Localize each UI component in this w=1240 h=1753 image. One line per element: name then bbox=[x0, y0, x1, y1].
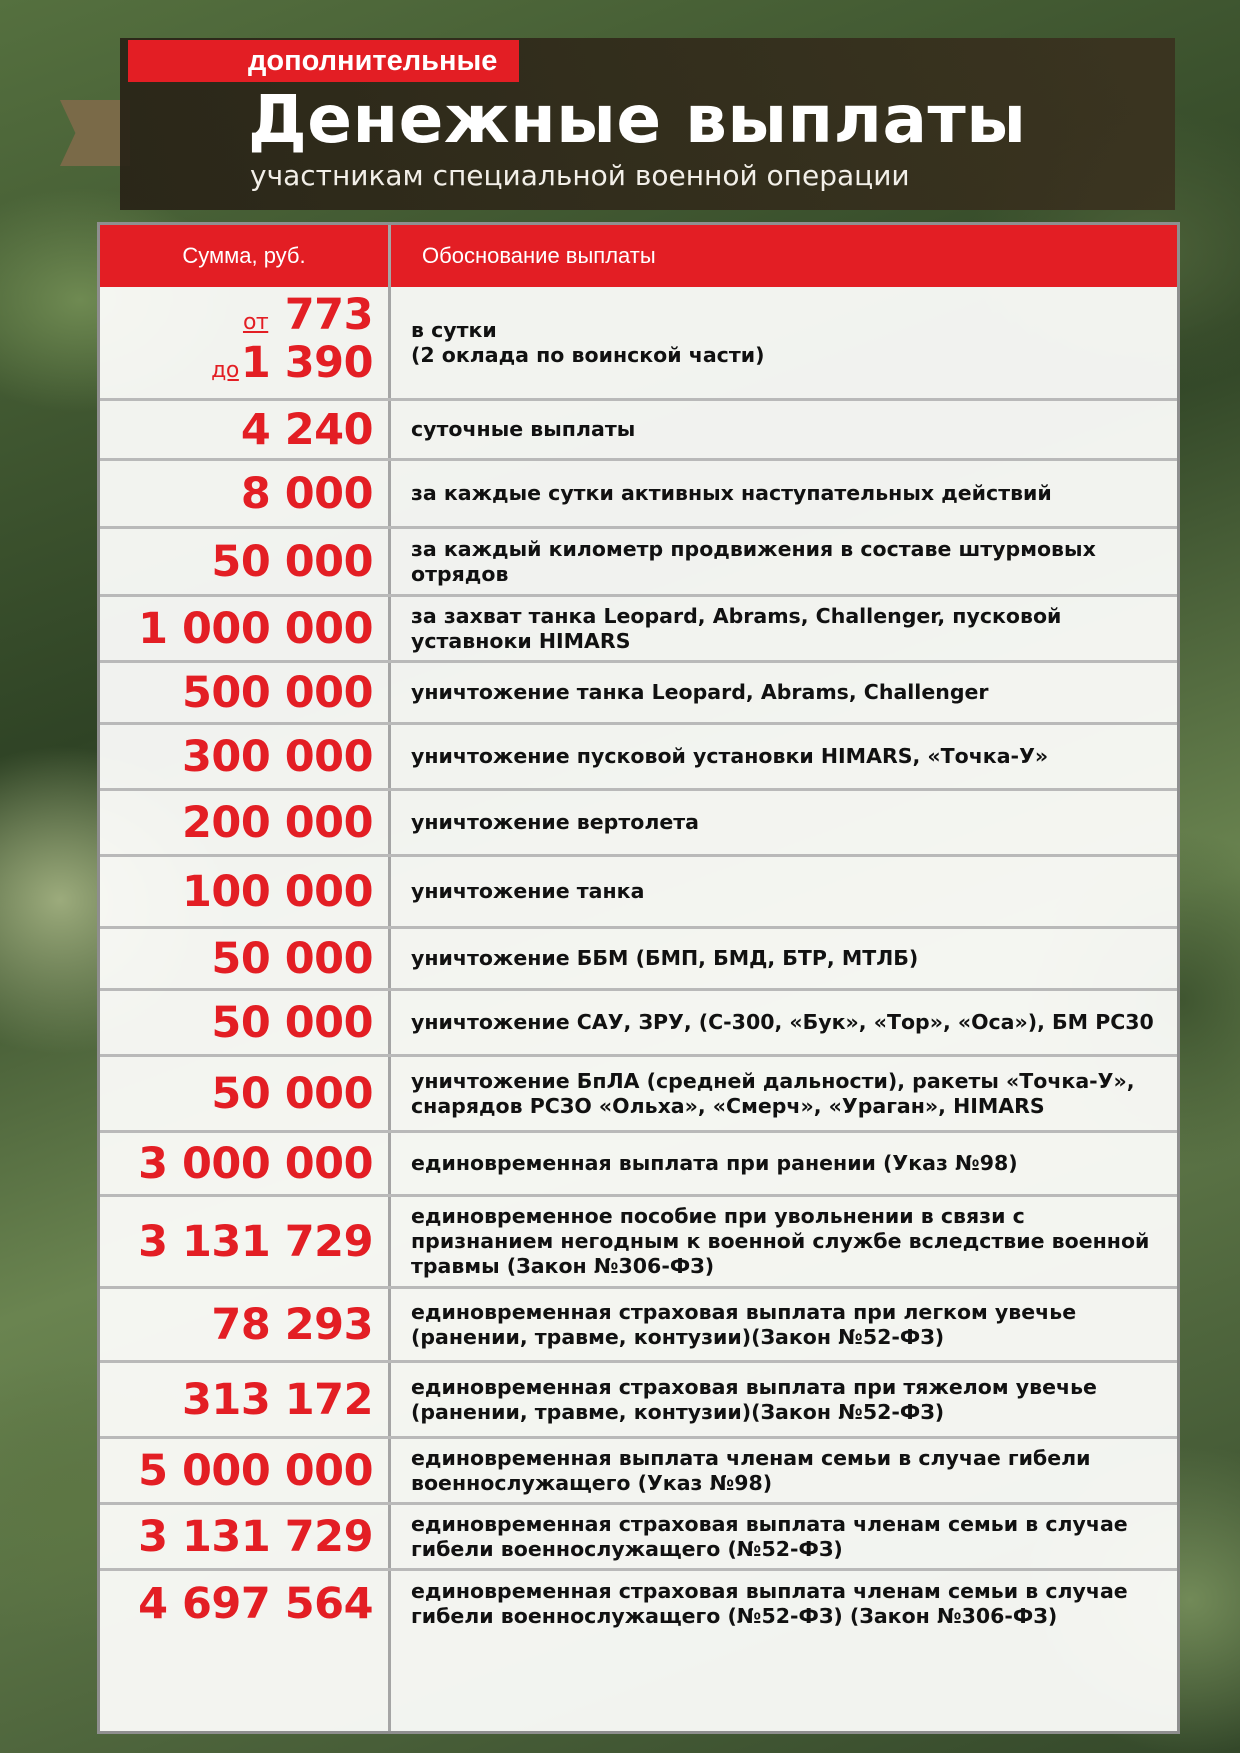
amount-value: 313 172 bbox=[182, 1374, 373, 1425]
payments-table bbox=[97, 222, 1180, 1734]
reason-text: уничтожение пусковой установки HIMARS, «Точка-У» bbox=[411, 744, 1049, 768]
table-row bbox=[100, 929, 1177, 991]
table-row bbox=[100, 991, 1177, 1057]
table-header bbox=[100, 225, 1177, 287]
amount-value: 4 697 564 bbox=[138, 1579, 373, 1629]
amount-value: 500 000 bbox=[182, 667, 373, 718]
table-row bbox=[100, 1289, 1177, 1363]
amount-value: 8 000 bbox=[240, 468, 373, 519]
reason-text: единовременная выплата членам семьи в случае гибели военнослужащего (Указ №98) bbox=[411, 1445, 1091, 1495]
amount-value: 100 000 bbox=[182, 866, 373, 917]
table-body bbox=[100, 287, 1177, 1637]
from-label: от bbox=[242, 309, 269, 335]
reason-text: за каждый километр продвижения в составе штурмовых отрядов bbox=[411, 536, 1096, 586]
header-tag: дополнительные bbox=[128, 40, 519, 82]
reason-line: (2 оклада по воинской части) bbox=[411, 342, 765, 367]
table-row bbox=[100, 597, 1177, 663]
reason-text: суточные выплаты bbox=[411, 417, 636, 441]
amount-range bbox=[100, 289, 388, 391]
table-row bbox=[100, 857, 1177, 929]
amount-value: 300 000 bbox=[182, 731, 373, 782]
amount-value: 4 240 bbox=[240, 404, 373, 455]
amount-value: 3 131 729 bbox=[138, 1511, 373, 1562]
table-row bbox=[100, 1505, 1177, 1571]
reason-text: уничтожение танка bbox=[411, 879, 645, 903]
reason-text: уничтожение ББМ (БМП, БМД, БТР, МТЛБ) bbox=[411, 946, 919, 970]
table-row bbox=[100, 1439, 1177, 1505]
reason-text: уничтожение вертолета bbox=[411, 810, 699, 834]
reason-line: в сутки bbox=[411, 317, 497, 342]
reason-text bbox=[411, 318, 1165, 368]
amount-value: 50 000 bbox=[211, 1068, 373, 1119]
reason-text: единовременная страховая выплата при тяжелом увечье (ранении, травме, контузии)(Закон №52-ФЗ) bbox=[411, 1374, 1097, 1424]
table-row bbox=[100, 401, 1177, 461]
reason-text: единовременная страховая выплата при легком увечье (ранении, травме, контузии)(Закон №52-ФЗ) bbox=[411, 1299, 1077, 1349]
amount-value: 50 000 bbox=[211, 933, 373, 984]
amount-value: 1 000 000 bbox=[138, 603, 373, 654]
from-value: 773 bbox=[284, 289, 373, 340]
reason-text: единовременная страховая выплата членам семьи в случае гибели военнослужащего (№52-ФЗ) bbox=[411, 1511, 1128, 1561]
table-row bbox=[100, 1197, 1177, 1289]
amount-value: 50 000 bbox=[211, 536, 373, 587]
reason-text: единовременная выплата при ранении (Указ №98) bbox=[411, 1151, 1018, 1175]
page-subtitle: участникам специальной военной операции bbox=[250, 159, 910, 192]
amount-value: 3 000 000 bbox=[138, 1138, 373, 1189]
reason-text: единовременное пособие при увольнении в связи с признанием негодным к военной службе вследствие военной травмы (Закон №306-ФЗ) bbox=[411, 1204, 1150, 1278]
amount-value: 3 131 729 bbox=[138, 1216, 373, 1267]
page-title: Денежные выплаты bbox=[248, 81, 1027, 158]
reason-text: уничтожение БпЛА (средней дальности), ракеты «Точка-У», снарядов РСЗО «Ольха», «Смерч», «Ураган», HIMARS bbox=[411, 1068, 1135, 1118]
reason-text: уничтожение САУ, ЗРУ, (С-300, «Бук», «Тор», «Оса»), БМ РС30 bbox=[411, 1010, 1154, 1034]
table-row bbox=[100, 663, 1177, 725]
table-row bbox=[100, 461, 1177, 529]
table-row bbox=[100, 725, 1177, 791]
amount-value: 50 000 bbox=[211, 997, 373, 1048]
table-row bbox=[100, 1363, 1177, 1439]
reason-text: единовременная страховая выплата членам семьи в случае гибели военнослужащего (№52-ФЗ) (Закон №306-ФЗ) bbox=[411, 1579, 1128, 1628]
reason-text: уничтожение танка Leopard, Abrams, Challenger bbox=[411, 680, 989, 704]
reason-text: за захват танка Leopard, Abrams, Challenger, пусковой уставноки HIMARS bbox=[411, 603, 1062, 653]
table-row bbox=[100, 287, 1177, 401]
amount-value: 200 000 bbox=[182, 797, 373, 848]
column-header-amount: Сумма, руб. bbox=[182, 243, 306, 268]
table-row bbox=[100, 1057, 1177, 1133]
table-row bbox=[100, 1133, 1177, 1197]
reason-text: за каждые сутки активных наступательных действий bbox=[411, 481, 1052, 505]
table-row bbox=[100, 529, 1177, 597]
to-label: до bbox=[211, 357, 239, 383]
table-row bbox=[100, 791, 1177, 857]
to-value: 1 390 bbox=[240, 337, 373, 388]
table-row bbox=[100, 1571, 1177, 1637]
amount-value: 5 000 000 bbox=[138, 1445, 373, 1496]
amount-value: 78 293 bbox=[211, 1299, 373, 1350]
column-header-reason: Обоснование выплаты bbox=[422, 243, 656, 268]
